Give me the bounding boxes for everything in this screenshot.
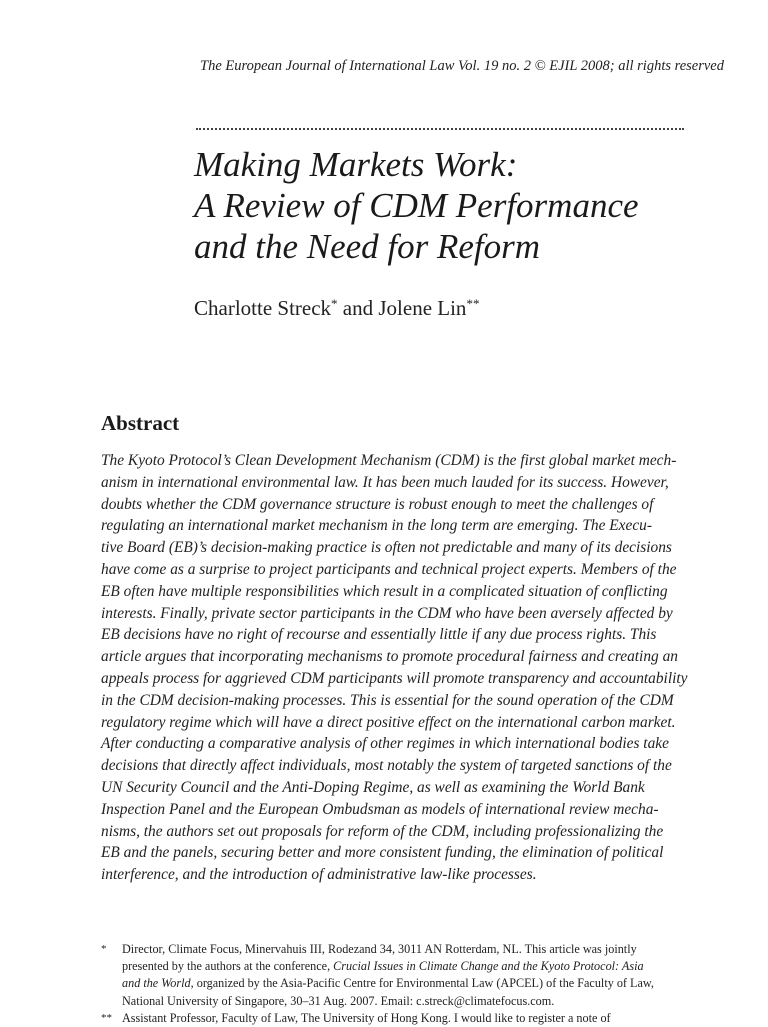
author-name-1: Charlotte Streck [194, 296, 332, 320]
author-connector: and [337, 296, 379, 320]
abstract-line: in the CDM decision-making processes. This is essential for the sound operation of the CDM [101, 691, 674, 709]
abstract-line: doubts whether the CDM governance structure is robust enough to meet the challenges of [101, 495, 654, 513]
abstract-line: anism in international environmental law. It has been much lauded for its success. However, [101, 473, 669, 491]
abstract-line: interests. Finally, private sector participants in the CDM who have been aversely affected by [101, 604, 673, 622]
abstract-line: have come as a surprise to project participants and technical project experts. Members of the [101, 560, 677, 578]
footnote-line: National University of Singapore, 30–31 Aug. 2007. Email: c.streck@climatefocus.com. [122, 993, 555, 1008]
abstract-line: regulatory regime which will have a direct positive effect on the international carbon market. [101, 713, 676, 731]
abstract-line: article argues that incorporating mechanisms to promote procedural fairness and creating an [101, 648, 678, 666]
abstract-line: interference, and the introduction of administrative law-like processes. [101, 866, 537, 884]
article-title [194, 144, 714, 267]
footnote-line: Assistant Professor, Faculty of Law, The University of Hong Kong. I would like to register a note of [122, 1010, 611, 1025]
footnote-2 [101, 1010, 691, 1027]
abstract-line: decisions that directly affect individuals, most notably the system of targeted sanctions of the [101, 757, 672, 775]
footnote-2-mark: ** [101, 1011, 112, 1024]
conference-title: Crucial Issues in Climate Change and the Kyoto Protocol: Asia [333, 959, 644, 974]
abstract-line: EB and the panels, securing better and more consistent funding, the elimination of political [101, 844, 664, 862]
abstract-line: EB often have multiple responsibilities which result in a complicated situation of conflicting [101, 582, 668, 600]
journal-running-head: The European Journal of International Law Vol. 19 no. 2 © EJIL 2008; all rights reserved [200, 58, 724, 74]
footnote-text: , organized by the Asia-Pacific Centre for Environmental Law (APCEL) of the Faculty of Law, [190, 976, 654, 991]
abstract-heading: Abstract [101, 411, 180, 435]
abstract-line: nisms, the authors set out proposals for reform of the CDM, including professionalizing the [101, 822, 664, 840]
author-name-2: Jolene Lin [378, 296, 467, 320]
title-dotted-rule [196, 128, 684, 130]
footnote-line [122, 975, 691, 992]
abstract-line: The Kyoto Protocol’s Clean Development Mechanism (CDM) is the first global market mech- [101, 452, 677, 469]
author-footnote-mark-2[interactable]: ** [466, 296, 480, 311]
author-footnote-mark-1[interactable]: * [331, 296, 338, 311]
title-line-2: A Review of CDM Performance [194, 186, 639, 225]
abstract-line: After conducting a comparative analysis of other regimes in which international bodies take [101, 735, 669, 753]
abstract-line: UN Security Council and the Anti-Doping Regime, as well as examining the World Bank [101, 778, 645, 796]
footnotes [101, 941, 691, 1027]
abstract-text [101, 450, 691, 886]
footnote-line [122, 958, 691, 975]
abstract-line: EB decisions have no right of recourse and essentially little if any due process rights. This [101, 626, 657, 644]
abstract-line: tive Board (EB)’s decision-making practice is often not predictable and many of its decisions [101, 539, 672, 557]
footnote-1-mark: * [101, 943, 107, 955]
conference-title-cont: and the World [122, 976, 191, 991]
footnote-1 [101, 941, 691, 1010]
author-line [194, 296, 479, 321]
footnote-text: presented by the authors at the conference, [122, 959, 334, 974]
abstract-line: regulating an international market mechanism in the long term are emerging. The Execu- [101, 517, 652, 535]
abstract-line: appeals process for aggrieved CDM participants will promote transparency and accountability [101, 669, 688, 687]
title-line-3: and the Need for Reform [194, 227, 541, 266]
title-line-1: Making Markets Work: [194, 145, 518, 184]
abstract-line: Inspection Panel and the European Ombudsman as models of international review mecha- [101, 800, 659, 818]
footnote-line: Director, Climate Focus, Minervahuis III, Rodezand 34, 3011 AN Rotterdam, NL. This article was jointly [122, 942, 637, 956]
